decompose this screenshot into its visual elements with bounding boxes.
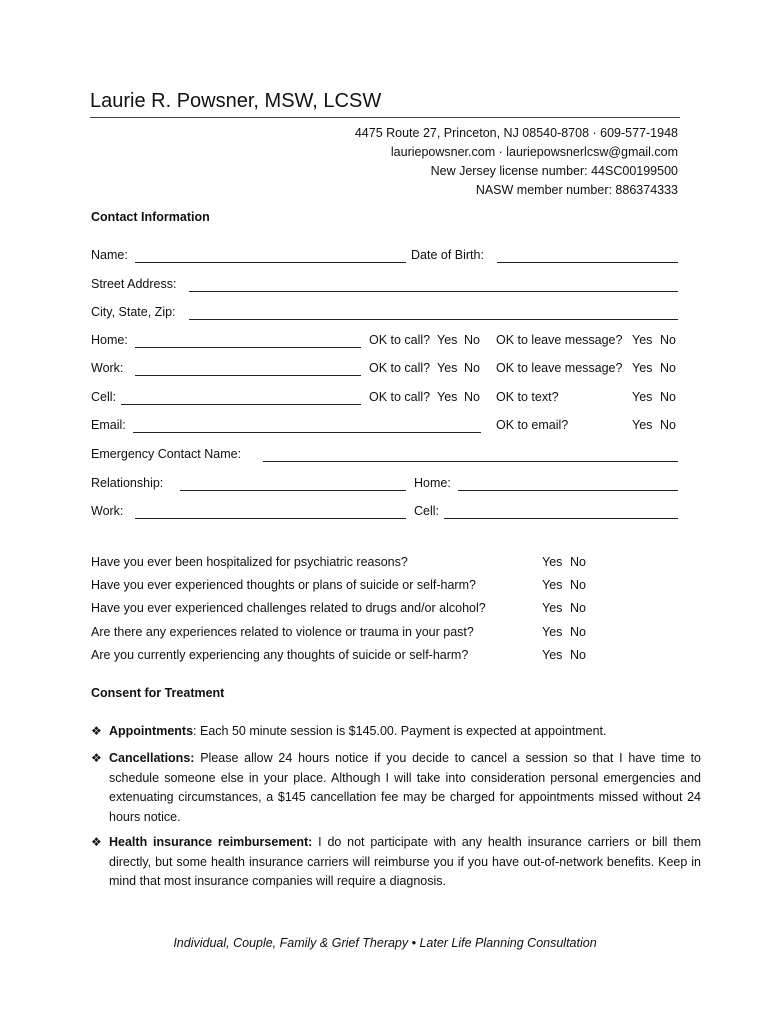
email-no[interactable]: No	[660, 418, 676, 432]
work-message-yes[interactable]: Yes	[632, 361, 653, 375]
question-1: Have you ever been hospitalized for psychiatric reasons?	[91, 555, 408, 569]
relationship-field[interactable]	[180, 490, 406, 491]
email-yes[interactable]: Yes	[632, 418, 653, 432]
home-message-no[interactable]: No	[660, 333, 676, 347]
diamond-bullet-icon: ❖	[91, 835, 102, 849]
name-field[interactable]	[135, 262, 406, 263]
question-5: Are you currently experiencing any thoughts of suicide or self-harm?	[91, 648, 469, 662]
question-3: Have you ever experienced challenges related to drugs and/or alcohol?	[91, 601, 486, 615]
cell-label: Cell:	[91, 390, 117, 404]
emergency-home-label: Home:	[414, 476, 451, 490]
consent-item-appointments: ❖ Appointments: Each 50 minute session is $145.00. Payment is expected at appointment.	[91, 722, 701, 742]
question-3-no[interactable]: No	[570, 601, 586, 615]
home-call-yes[interactable]: Yes	[437, 333, 458, 347]
street-field[interactable]	[189, 291, 678, 292]
consent-heading: Consent for Treatment	[91, 686, 225, 700]
question-4: Are there any experiences related to violence or trauma in your past?	[91, 625, 474, 639]
city-field[interactable]	[189, 319, 678, 320]
consent-item-label: Cancellations:	[109, 751, 195, 765]
question-4-no[interactable]: No	[570, 625, 586, 639]
ok-email-label: OK to email?	[496, 418, 569, 432]
cell-text-yes[interactable]: Yes	[632, 390, 653, 404]
header-web-email: lauriepowsner.com · lauriepowsnerlcsw@gmail.com	[390, 145, 678, 159]
emergency-field[interactable]	[263, 461, 678, 462]
name-label: Name:	[91, 248, 128, 262]
question-4-yes[interactable]: Yes	[542, 625, 563, 639]
cell-ok-text-label: OK to text?	[496, 390, 559, 404]
email-field[interactable]	[133, 432, 481, 433]
home-label: Home:	[91, 333, 128, 347]
consent-item-text: I do not participate with any health insurance carriers or bill them directly, but some health insurance carriers will reimburse you if you have out-of-network benefits. Keep in mind that most insurance companies will require a diagnosis.	[109, 835, 701, 888]
emergency-home-field[interactable]	[458, 490, 678, 491]
question-2: Have you ever experienced thoughts or plans of suicide or self-harm?	[91, 578, 476, 592]
cell-field[interactable]	[121, 404, 361, 405]
question-1-no[interactable]: No	[570, 555, 586, 569]
emergency-work-field[interactable]	[135, 518, 406, 519]
work-ok-message-label: OK to leave message?	[496, 361, 623, 375]
work-call-yes[interactable]: Yes	[437, 361, 458, 375]
work-call-no[interactable]: No	[464, 361, 480, 375]
city-label: City, State, Zip:	[91, 305, 176, 319]
consent-item-cancellations	[91, 749, 701, 827]
home-message-yes[interactable]: Yes	[632, 333, 653, 347]
question-1-yes[interactable]: Yes	[542, 555, 563, 569]
emergency-cell-label: Cell:	[414, 504, 440, 518]
consent-item-label: Health insurance reimbursement:	[109, 835, 313, 849]
work-label: Work:	[91, 361, 124, 375]
home-field[interactable]	[135, 347, 361, 348]
page-title: Laurie R. Powsner, MSW, LCSW	[90, 90, 382, 112]
home-call-no[interactable]: No	[464, 333, 480, 347]
email-label: Email:	[91, 418, 126, 432]
home-ok-message-label: OK to leave message?	[496, 333, 623, 347]
cell-ok-call-label: OK to call?	[369, 390, 431, 404]
question-5-yes[interactable]: Yes	[542, 648, 563, 662]
work-message-no[interactable]: No	[660, 361, 676, 375]
cell-call-no[interactable]: No	[464, 390, 480, 404]
work-field[interactable]	[135, 375, 361, 376]
emergency-label: Emergency Contact Name:	[91, 447, 242, 461]
consent-item-insurance	[91, 833, 701, 892]
page-footer: Individual, Couple, Family & Grief Therapy • Later Life Planning Consultation	[173, 936, 597, 950]
consent-item-label: Appointments	[109, 724, 194, 738]
cell-call-yes[interactable]: Yes	[437, 390, 458, 404]
title-divider	[90, 117, 680, 118]
cell-text-no[interactable]: No	[660, 390, 676, 404]
header-nasw: NASW member number: 886374333	[475, 183, 678, 197]
consent-item-text: Please allow 24 hours notice if you decide to cancel a session so that I have time to schedule someone else in your place. Although I will take into consideration personal emergencies and extenuating circumstances, a $145 cancellation fee may be charged for appointments missed without 24 hours notice.	[109, 751, 701, 824]
consent-item-text: Each 50 minute session is $145.00. Payment is expected at appointment.	[199, 724, 607, 738]
diamond-bullet-icon: ❖	[91, 724, 102, 738]
question-5-no[interactable]: No	[570, 648, 586, 662]
dob-field[interactable]	[497, 262, 678, 263]
question-2-yes[interactable]: Yes	[542, 578, 563, 592]
relationship-label: Relationship:	[91, 476, 164, 490]
home-ok-call-label: OK to call?	[369, 333, 431, 347]
emergency-work-label: Work:	[91, 504, 124, 518]
header-license: New Jersey license number: 44SC00199500	[430, 164, 678, 178]
dob-label: Date of Birth:	[411, 248, 484, 262]
work-ok-call-label: OK to call?	[369, 361, 431, 375]
question-3-yes[interactable]: Yes	[542, 601, 563, 615]
contact-heading: Contact Information	[91, 210, 210, 224]
header-address: 4475 Route 27, Princeton, NJ 08540-8708 · 609-577-1948	[354, 126, 678, 140]
emergency-cell-field[interactable]	[444, 518, 678, 519]
street-label: Street Address:	[91, 277, 177, 291]
question-2-no[interactable]: No	[570, 578, 586, 592]
diamond-bullet-icon: ❖	[91, 751, 102, 765]
